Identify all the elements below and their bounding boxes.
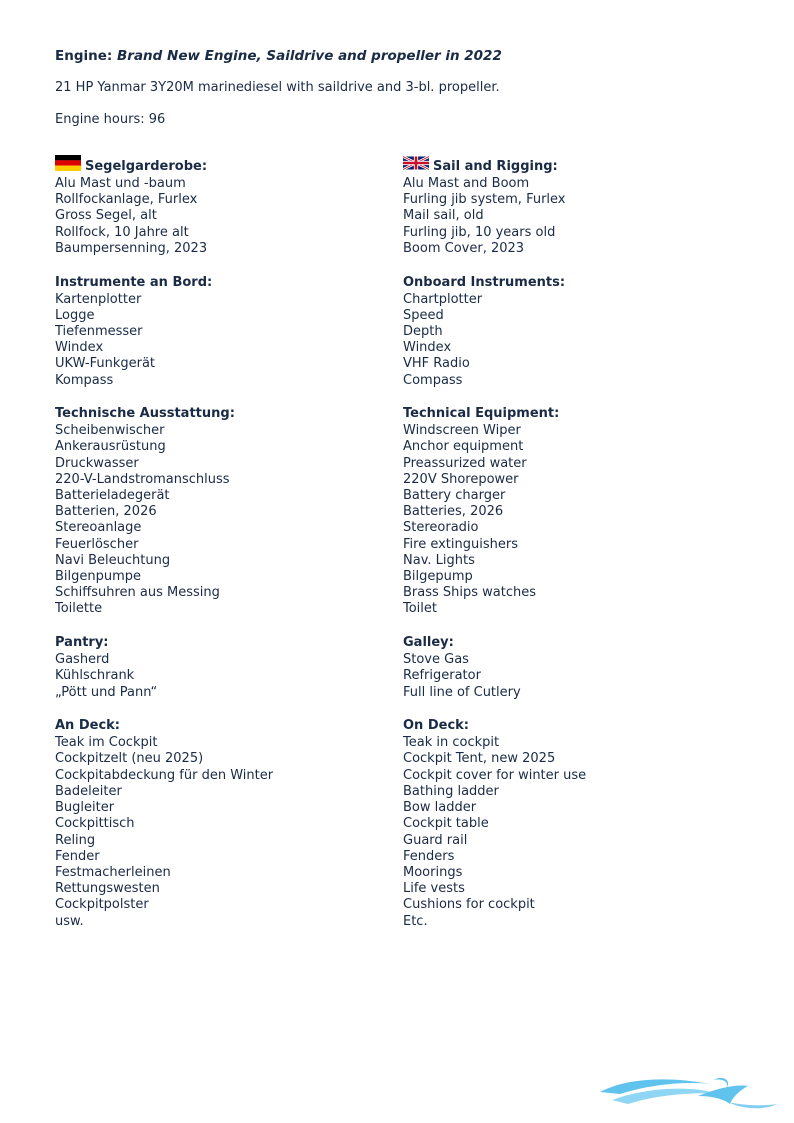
list-item: Batteries, 2026	[403, 504, 504, 520]
section-technical-de	[55, 405, 385, 617]
list-item: Cockpittisch	[55, 816, 135, 832]
list-item: Life vests	[403, 881, 465, 897]
section-galley-en	[403, 634, 733, 701]
engine-block	[55, 47, 755, 129]
section-heading	[55, 158, 385, 176]
section-title: Sail and Rigging:	[433, 159, 558, 174]
list-item: Batterieladegerät	[55, 488, 170, 504]
list-item: Cockpit table	[403, 816, 489, 832]
section-pantry-de	[55, 634, 385, 701]
section-title: Segelgarderobe:	[85, 159, 208, 174]
list-item: Logge	[55, 307, 95, 323]
section-instruments-de	[55, 274, 385, 389]
list-item: usw.	[55, 913, 84, 929]
list-item: Moorings	[403, 864, 463, 880]
list-item: Navi Beleuchtung	[55, 552, 171, 568]
section-heading	[403, 158, 733, 176]
section-title: Onboard Instruments:	[403, 274, 566, 290]
list-item: Boom Cover, 2023	[403, 240, 525, 256]
list-item: Festmacherleinen	[55, 864, 171, 880]
list-item: „Pött und Pann“	[55, 684, 158, 700]
list-item: Druckwasser	[55, 455, 139, 471]
list-item: Kartenplotter	[55, 291, 142, 307]
list-item: Cockpitzelt (neu 2025)	[55, 751, 204, 767]
list-item: Mail sail, old	[403, 208, 484, 224]
list-item: Baumpersenning, 2023	[55, 240, 208, 256]
list-item: Nav. Lights	[403, 552, 475, 568]
engine-separator: :	[106, 48, 117, 64]
list-item: Fire extinguishers	[403, 536, 518, 552]
section-deck-en	[403, 717, 733, 929]
list-item: Bathing ladder	[403, 783, 499, 799]
list-item: Fenders	[403, 848, 455, 864]
section-deck-de	[55, 717, 385, 929]
list-item: Teak in cockpit	[403, 735, 500, 751]
list-item: Scheibenwischer	[55, 423, 165, 439]
list-item: Cockpit Tent, new 2025	[403, 751, 556, 767]
section-title: Technische Ausstattung:	[55, 406, 235, 422]
section-title: Instrumente an Bord:	[55, 274, 213, 290]
germany-flag-icon	[55, 155, 81, 171]
list-item: Cushions for cockpit	[403, 897, 535, 913]
list-item: Bow ladder	[403, 800, 477, 816]
english-column	[403, 158, 733, 946]
list-item: Toilet	[403, 601, 438, 617]
list-item: 220-V-Landstromanschluss	[55, 471, 230, 487]
list-item: Windex	[403, 340, 452, 356]
list-item: Brass Ships watches	[403, 585, 537, 601]
list-item: Full line of Cutlery	[403, 684, 521, 700]
list-item: VHF Radio	[403, 356, 470, 372]
engine-title: Brand New Engine, Saildrive and propeller in 2022	[117, 48, 502, 64]
list-item: Battery charger	[403, 488, 506, 504]
list-item: Furling jib system, Furlex	[403, 192, 566, 208]
list-item: Windscreen Wiper	[403, 423, 521, 439]
engine-heading	[55, 47, 755, 65]
list-item: Toilette	[55, 601, 103, 617]
section-title: On Deck:	[403, 718, 469, 734]
list-item: Stove Gas	[403, 652, 469, 668]
section-technical-en	[403, 405, 733, 617]
list-item: Ankerausrüstung	[55, 439, 166, 455]
list-item: Rettungswesten	[55, 881, 160, 897]
list-item: Preassurized water	[403, 455, 527, 471]
list-item: Gasherd	[55, 652, 110, 668]
list-item: Bilgenpumpe	[55, 569, 142, 585]
list-item: Furling jib, 10 years old	[403, 224, 556, 240]
engine-description: 21 HP Yanmar 3Y20M marinediesel with saildrive and 3-bl. propeller.	[55, 80, 500, 95]
list-item: Cockpit cover for winter use	[403, 767, 587, 783]
section-sails-de	[55, 158, 385, 257]
section-title: Technical Equipment:	[403, 406, 560, 422]
section-instruments-en	[403, 274, 733, 389]
section-title: Pantry:	[55, 635, 109, 651]
list-item: Kühlschrank	[55, 668, 135, 684]
list-item: Compass	[403, 372, 463, 388]
list-item: Cockpitpolster	[55, 897, 149, 913]
list-item: 220V Shorepower	[403, 471, 519, 487]
list-item: Windex	[55, 340, 104, 356]
list-item: Schiffsuhren aus Messing	[55, 585, 220, 601]
list-item: Rollfock, 10 Jahre alt	[55, 224, 189, 240]
list-item: Chartplotter	[403, 291, 483, 307]
list-item: Rollfockanlage, Furlex	[55, 192, 198, 208]
list-item: Teak im Cockpit	[55, 735, 158, 751]
list-item: Badeleiter	[55, 783, 122, 799]
list-item: Anchor equipment	[403, 439, 524, 455]
list-item: Depth	[403, 323, 443, 339]
list-item: Gross Segel, alt	[55, 208, 157, 224]
list-item: Cockpitabdeckung für den Winter	[55, 767, 274, 783]
list-item: Bugleiter	[55, 800, 115, 816]
list-item: Alu Mast und -baum	[55, 176, 186, 191]
list-item: Fender	[55, 848, 100, 864]
list-item: Refrigerator	[403, 668, 481, 684]
list-item: Tiefenmesser	[55, 323, 143, 339]
uk-flag-icon	[403, 155, 429, 171]
list-item: Batterien, 2026	[55, 504, 157, 520]
wave-logo-icon	[598, 1076, 780, 1114]
list-item: Stereoradio	[403, 520, 479, 536]
list-item: Etc.	[403, 913, 428, 929]
german-column	[55, 158, 385, 946]
list-item: Bilgepump	[403, 569, 473, 585]
section-title: An Deck:	[55, 718, 120, 734]
list-item: Kompass	[55, 372, 114, 388]
list-item: Speed	[403, 307, 444, 323]
section-sails-en	[403, 158, 733, 257]
list-item: Guard rail	[403, 832, 468, 848]
list-item: UKW-Funkgerät	[55, 356, 156, 372]
list-item: Stereoanlage	[55, 520, 142, 536]
engine-label: Engine	[55, 48, 107, 64]
list-item: Feuerlöscher	[55, 536, 139, 552]
list-item: Alu Mast and Boom	[403, 176, 530, 191]
list-item: Reling	[55, 832, 96, 848]
section-title: Galley:	[403, 635, 454, 651]
engine-hours: Engine hours: 96	[55, 112, 166, 127]
